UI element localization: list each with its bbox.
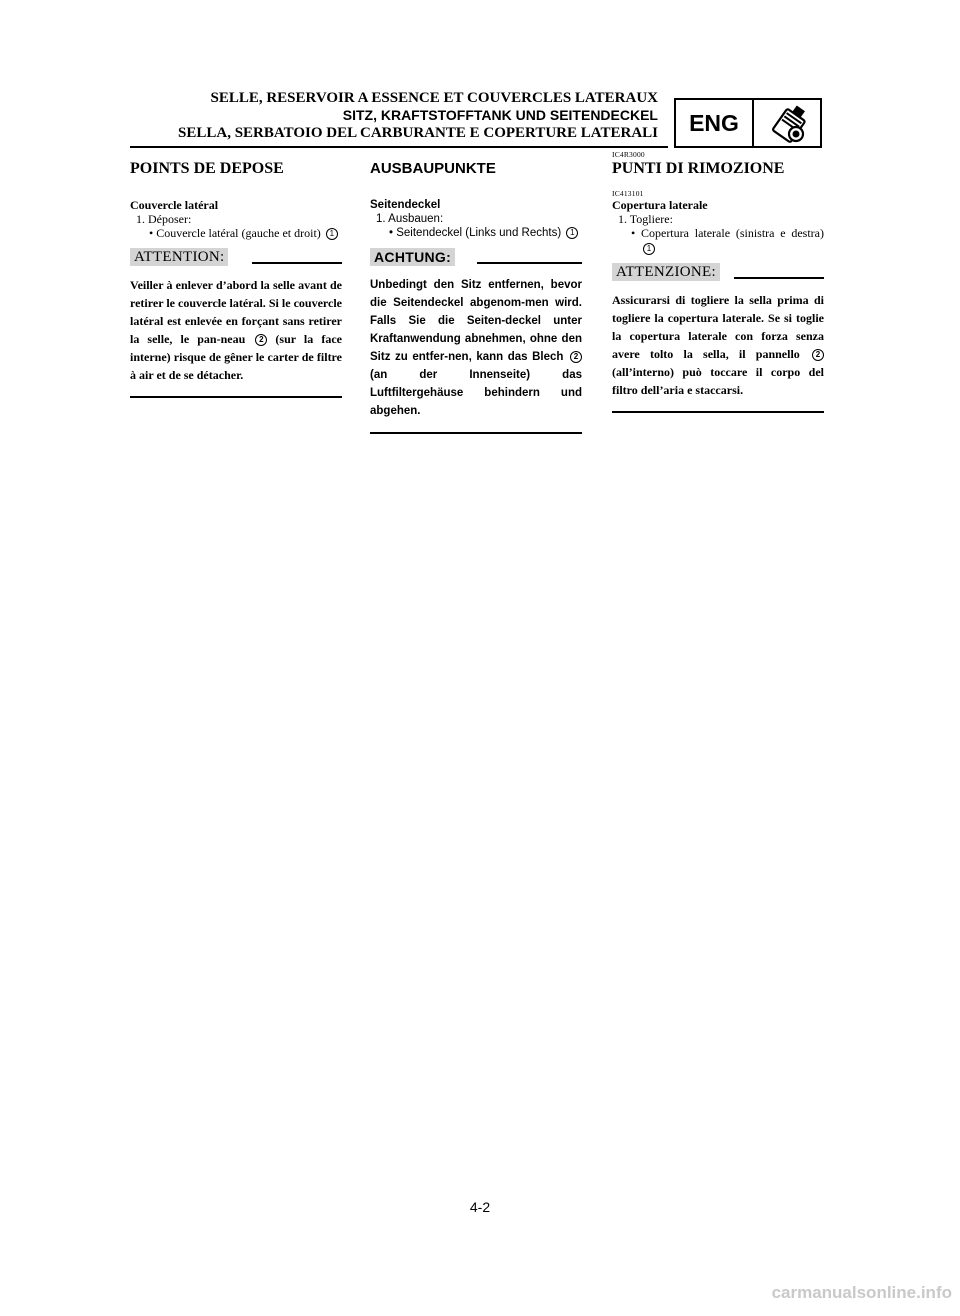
section-title-de: SITZ, KRAFTSTOFFTANK UND SEITENDECKEL [342, 107, 658, 123]
warning-end-rule [612, 411, 824, 413]
section-code [130, 150, 342, 159]
heading-fr: POINTS DE DEPOSE [130, 160, 284, 177]
column-italian [612, 150, 824, 413]
warning-label: ATTENZIONE: [612, 263, 720, 281]
warning-end-rule [130, 396, 342, 398]
bullet-item-fr: • Couvercle latéral (gauche et droit) 1 [130, 226, 342, 241]
warning-header-it [612, 263, 824, 281]
subheading-it: Copertura laterale [612, 198, 708, 212]
warning-text-de [370, 276, 582, 420]
warning-text-part: Unbedingt den Sitz entfernen, bevor die Seitendeckel abgenom-men wird. Falls Sie die Seiten-deckel unter Kraftanwendung abnehmen, ohne den Sitz zu entfer-nen, kann das Blech [370, 279, 582, 363]
warning-end-rule [370, 432, 582, 434]
heading-de: AUSBAUPUNKTE [370, 160, 496, 177]
warning-text-part: Veiller à enlever d’abord la selle avant de retirer le couvercle latéral. Si le couvercle latéral est enlevée en forçant sans retirer la selle, le pan-neau [130, 278, 342, 346]
warning-label: ACHTUNG: [370, 248, 455, 266]
eng-label: ENG [676, 100, 754, 146]
bullet-item-de: • Seitendeckel (Links und Rechts) 1 [370, 226, 582, 241]
warning-text-it [612, 291, 824, 399]
callout-ref: 2 [812, 349, 824, 361]
sub-code [370, 189, 582, 198]
section-title-fr: SELLE, RESERVOIR A ESSENCE ET COUVERCLES LATERAUX [210, 90, 658, 106]
section-title-it: SELLA, SERBATOIO DEL CARBURANTE E COPERTURE LATERALI [178, 125, 658, 141]
warning-label: ATTENTION: [130, 248, 228, 266]
sub-code [130, 189, 342, 198]
section-badge [674, 98, 822, 148]
callout-ref: 2 [255, 334, 267, 346]
bullet-item-it: • Copertura laterale (sinistra e destra) 1 [631, 226, 825, 253]
watermark: carmanualsonline.info [771, 1283, 952, 1302]
warning-text-part: (all’interno) può toccare il corpo del filtro dell’aria e staccarsi. [612, 365, 824, 397]
column-french [130, 150, 342, 398]
sub-code: IC413101 [612, 189, 644, 198]
page-number: 4-2 [469, 1199, 491, 1215]
callout-ref: 2 [570, 351, 582, 363]
section-code [370, 150, 582, 159]
bullet-text: Couvercle latéral (gauche et droit) [156, 226, 321, 240]
header-rule [130, 146, 668, 148]
step-1-it: 1. Togliere: [618, 212, 673, 226]
callout-ref: 1 [643, 243, 655, 255]
warning-text-part: (sur la face interne) risque de gêner le carter de filtre à air et de se détacher. [130, 332, 342, 382]
heading-it: PUNTI DI RIMOZIONE [612, 160, 785, 177]
warning-rule [252, 262, 342, 264]
section-title [178, 90, 658, 142]
section-code: IC4R3000 [612, 150, 645, 159]
subheading-fr: Couvercle latéral [130, 198, 219, 212]
bullet-text: Seitendeckel (Links und Rechts) [396, 227, 562, 239]
step-1-de: 1. Ausbauen: [376, 213, 444, 225]
callout-ref: 1 [566, 227, 578, 239]
callout-ref: 1 [326, 228, 338, 240]
step-1-fr: 1. Déposer: [136, 212, 192, 226]
column-german [370, 150, 582, 434]
subheading-de: Seitendeckel [370, 199, 441, 211]
spray-can-icon [754, 100, 820, 146]
warning-text-part: Assicurarsi di togliere la sella prima di togliere la copertura laterale. Se si toglie la copertura laterale con forza senza avere tolto la sella, il pannello [612, 293, 824, 361]
warning-header-fr [130, 248, 342, 266]
warning-header-de [370, 248, 582, 266]
warning-text-fr [130, 276, 342, 384]
warning-rule [734, 277, 824, 279]
warning-rule [477, 262, 582, 264]
bullet-text: Copertura laterale (sinistra e destra) [640, 226, 825, 240]
warning-text-part: (an der Innenseite) das Luftfiltergehäuse behindern und abgehen. [370, 369, 582, 417]
